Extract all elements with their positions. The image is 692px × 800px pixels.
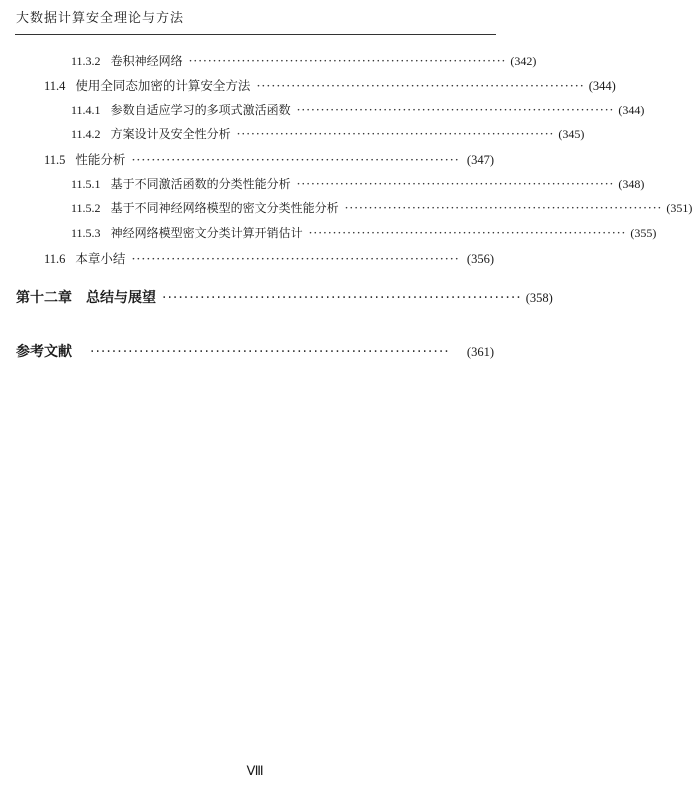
toc-entry-page: (355) bbox=[630, 226, 657, 240]
toc-entry-number: 11.6 bbox=[44, 252, 66, 266]
toc-entry-number: 11.5.2 bbox=[71, 201, 101, 215]
toc-entry-number: 11.4 bbox=[44, 79, 66, 93]
toc-entry[interactable] bbox=[71, 199, 692, 216]
toc-entry-number: 11.5 bbox=[44, 153, 66, 167]
page-number: Ⅷ bbox=[246, 763, 264, 778]
toc-entry-page: (345) bbox=[558, 127, 585, 141]
toc-entry-number: 11.3.2 bbox=[71, 54, 101, 68]
toc-leader-dots: ·································································· bbox=[162, 290, 522, 306]
toc-entry[interactable] bbox=[71, 125, 585, 142]
toc-leader-dots: ·································································· bbox=[344, 201, 663, 215]
toc-leader-dots: ·································································· bbox=[131, 251, 460, 266]
toc-leader-dots: ·································································· bbox=[296, 103, 615, 117]
toc-entry[interactable] bbox=[71, 175, 645, 192]
toc-chapter-title: 总结与展望 bbox=[86, 290, 156, 306]
toc-entry-page: (344) bbox=[618, 103, 645, 117]
toc-entry-page: (361) bbox=[466, 345, 494, 359]
toc-entry-title: 性能分析 bbox=[75, 152, 126, 167]
toc-references-title: 参考文献 bbox=[16, 344, 72, 360]
toc-entry-number: 11.5.1 bbox=[71, 177, 101, 191]
toc-entry-page: (351) bbox=[666, 201, 692, 215]
toc-entry[interactable] bbox=[44, 249, 494, 267]
toc-entry-title: 使用全同态加密的计算安全方法 bbox=[75, 78, 251, 93]
toc-entry[interactable] bbox=[71, 224, 657, 241]
toc-entry-page: (356) bbox=[466, 252, 494, 266]
toc-references-entry[interactable] bbox=[16, 341, 494, 361]
header-rule bbox=[15, 34, 496, 35]
toc-entry[interactable] bbox=[44, 150, 494, 168]
toc-leader-dots: ·································································· bbox=[296, 177, 615, 191]
toc-leader-dots: ·································································· bbox=[308, 226, 627, 240]
toc-entry-title: 基于不同激活函数的分类性能分析 bbox=[110, 177, 291, 191]
toc-entry-page: (358) bbox=[525, 291, 553, 305]
toc-entry-number: 11.4.1 bbox=[71, 103, 101, 117]
toc-entry[interactable] bbox=[71, 101, 645, 118]
toc-entry-title: 神经网络模型密文分类计算开销估计 bbox=[110, 226, 303, 240]
toc-leader-dots: ·································································· bbox=[90, 344, 450, 360]
toc-entry-title: 基于不同神经网络模型的密文分类性能分析 bbox=[110, 201, 339, 215]
toc-leader-dots: ·································································· bbox=[256, 78, 585, 93]
toc-entry[interactable] bbox=[44, 76, 616, 94]
toc-leader-dots: ·································································· bbox=[188, 54, 507, 68]
toc-entry-title: 参数自适应学习的多项式激活函数 bbox=[110, 103, 291, 117]
toc-leader-dots: ·································································· bbox=[236, 127, 555, 141]
toc-entry-number: 11.5.3 bbox=[71, 226, 101, 240]
toc-entry-title: 方案设计及安全性分析 bbox=[110, 127, 231, 141]
toc-entry-page: (347) bbox=[466, 153, 494, 167]
toc-chapter-entry[interactable] bbox=[16, 287, 553, 307]
toc-entry-title: 卷积神经网络 bbox=[110, 54, 183, 68]
toc-leader-dots: ·································································· bbox=[131, 152, 460, 167]
toc-entry-page: (342) bbox=[510, 54, 537, 68]
toc-entry-title: 本章小结 bbox=[75, 251, 126, 266]
toc-entry-page: (344) bbox=[588, 79, 616, 93]
toc-entry-number: 11.4.2 bbox=[71, 127, 101, 141]
toc-chapter-number: 第十二章 bbox=[16, 291, 72, 306]
running-header: 大数据计算安全理论与方法 bbox=[16, 11, 185, 26]
toc-entry-page: (348) bbox=[618, 177, 645, 191]
toc-entry[interactable] bbox=[71, 52, 537, 69]
